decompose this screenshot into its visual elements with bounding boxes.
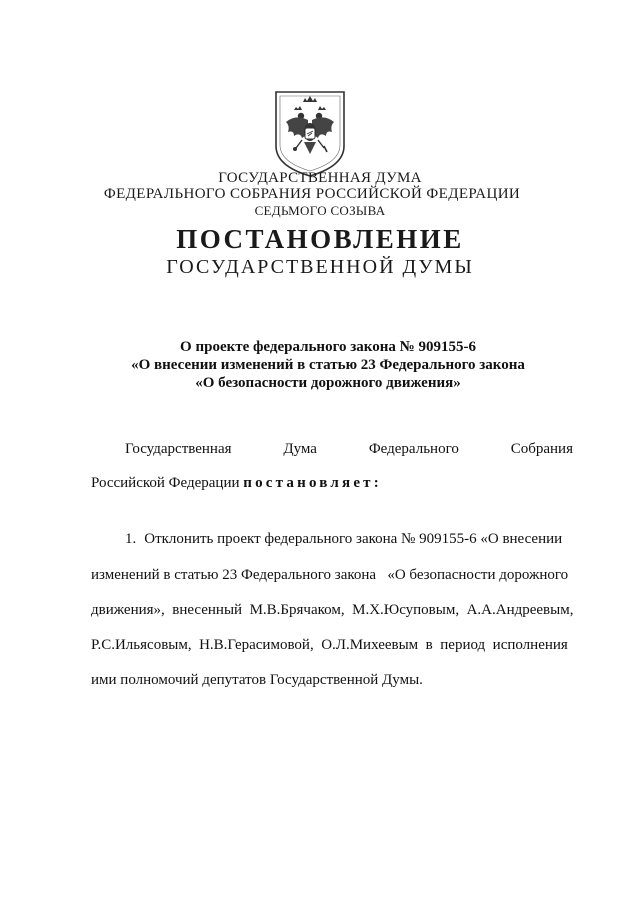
preamble-word: Собрания bbox=[510, 441, 573, 457]
resolution-verb: постановляет: bbox=[243, 475, 382, 491]
federal-assembly-name: ФЕДЕРАЛЬНОГО СОБРАНИЯ РОССИЙСКОЙ ФЕДЕРАЦИИ bbox=[103, 186, 521, 202]
item-text: Отклонить проект федерального закона № 909155-6 «О внесении bbox=[144, 531, 563, 547]
item-1-line-5: ими полномочий депутатов Государственной Думы. bbox=[91, 672, 423, 688]
convocation: СЕДЬМОГО СОЗЫВА bbox=[254, 203, 386, 218]
subject-line-2: «О внесении изменений в статью 23 Федерального закона bbox=[131, 357, 525, 373]
item-1-line-3: движения», внесенный М.В.Брячаком, М.Х.Юсуповым, А.А.Андреевым, bbox=[91, 602, 574, 618]
preamble-word: Федерального bbox=[368, 441, 459, 457]
item-number: 1. bbox=[125, 531, 137, 547]
preamble-word: Дума bbox=[283, 441, 317, 457]
document-type-title: ПОСТАНОВЛЕНИЕ bbox=[176, 224, 464, 254]
item-1-line-2: изменений в статью 23 Федерального закона «О безопасности дорожного bbox=[91, 567, 569, 583]
russian-coat-of-arms-emblem-icon bbox=[272, 88, 348, 178]
preamble-word: Государственная bbox=[125, 441, 232, 457]
document-issuer: ГОСУДАРСТВЕННОЙ ДУМЫ bbox=[166, 256, 474, 278]
subject-line-1: О проекте федерального закона № 909155-6 bbox=[180, 339, 476, 355]
preamble-line-2 bbox=[91, 474, 573, 492]
item-1-line-1 bbox=[125, 530, 573, 548]
preamble-line-1 bbox=[125, 440, 573, 458]
preamble-prefix: Российской Федерации bbox=[91, 475, 240, 491]
subject-line-3: «О безопасности дорожного движения» bbox=[195, 375, 461, 391]
duma-name: ГОСУДАРСТВЕННАЯ ДУМА bbox=[218, 170, 422, 186]
item-1-line-4: Р.С.Ильясовым, Н.В.Герасимовой, О.Л.Михеевым в период исполнения bbox=[91, 637, 568, 653]
